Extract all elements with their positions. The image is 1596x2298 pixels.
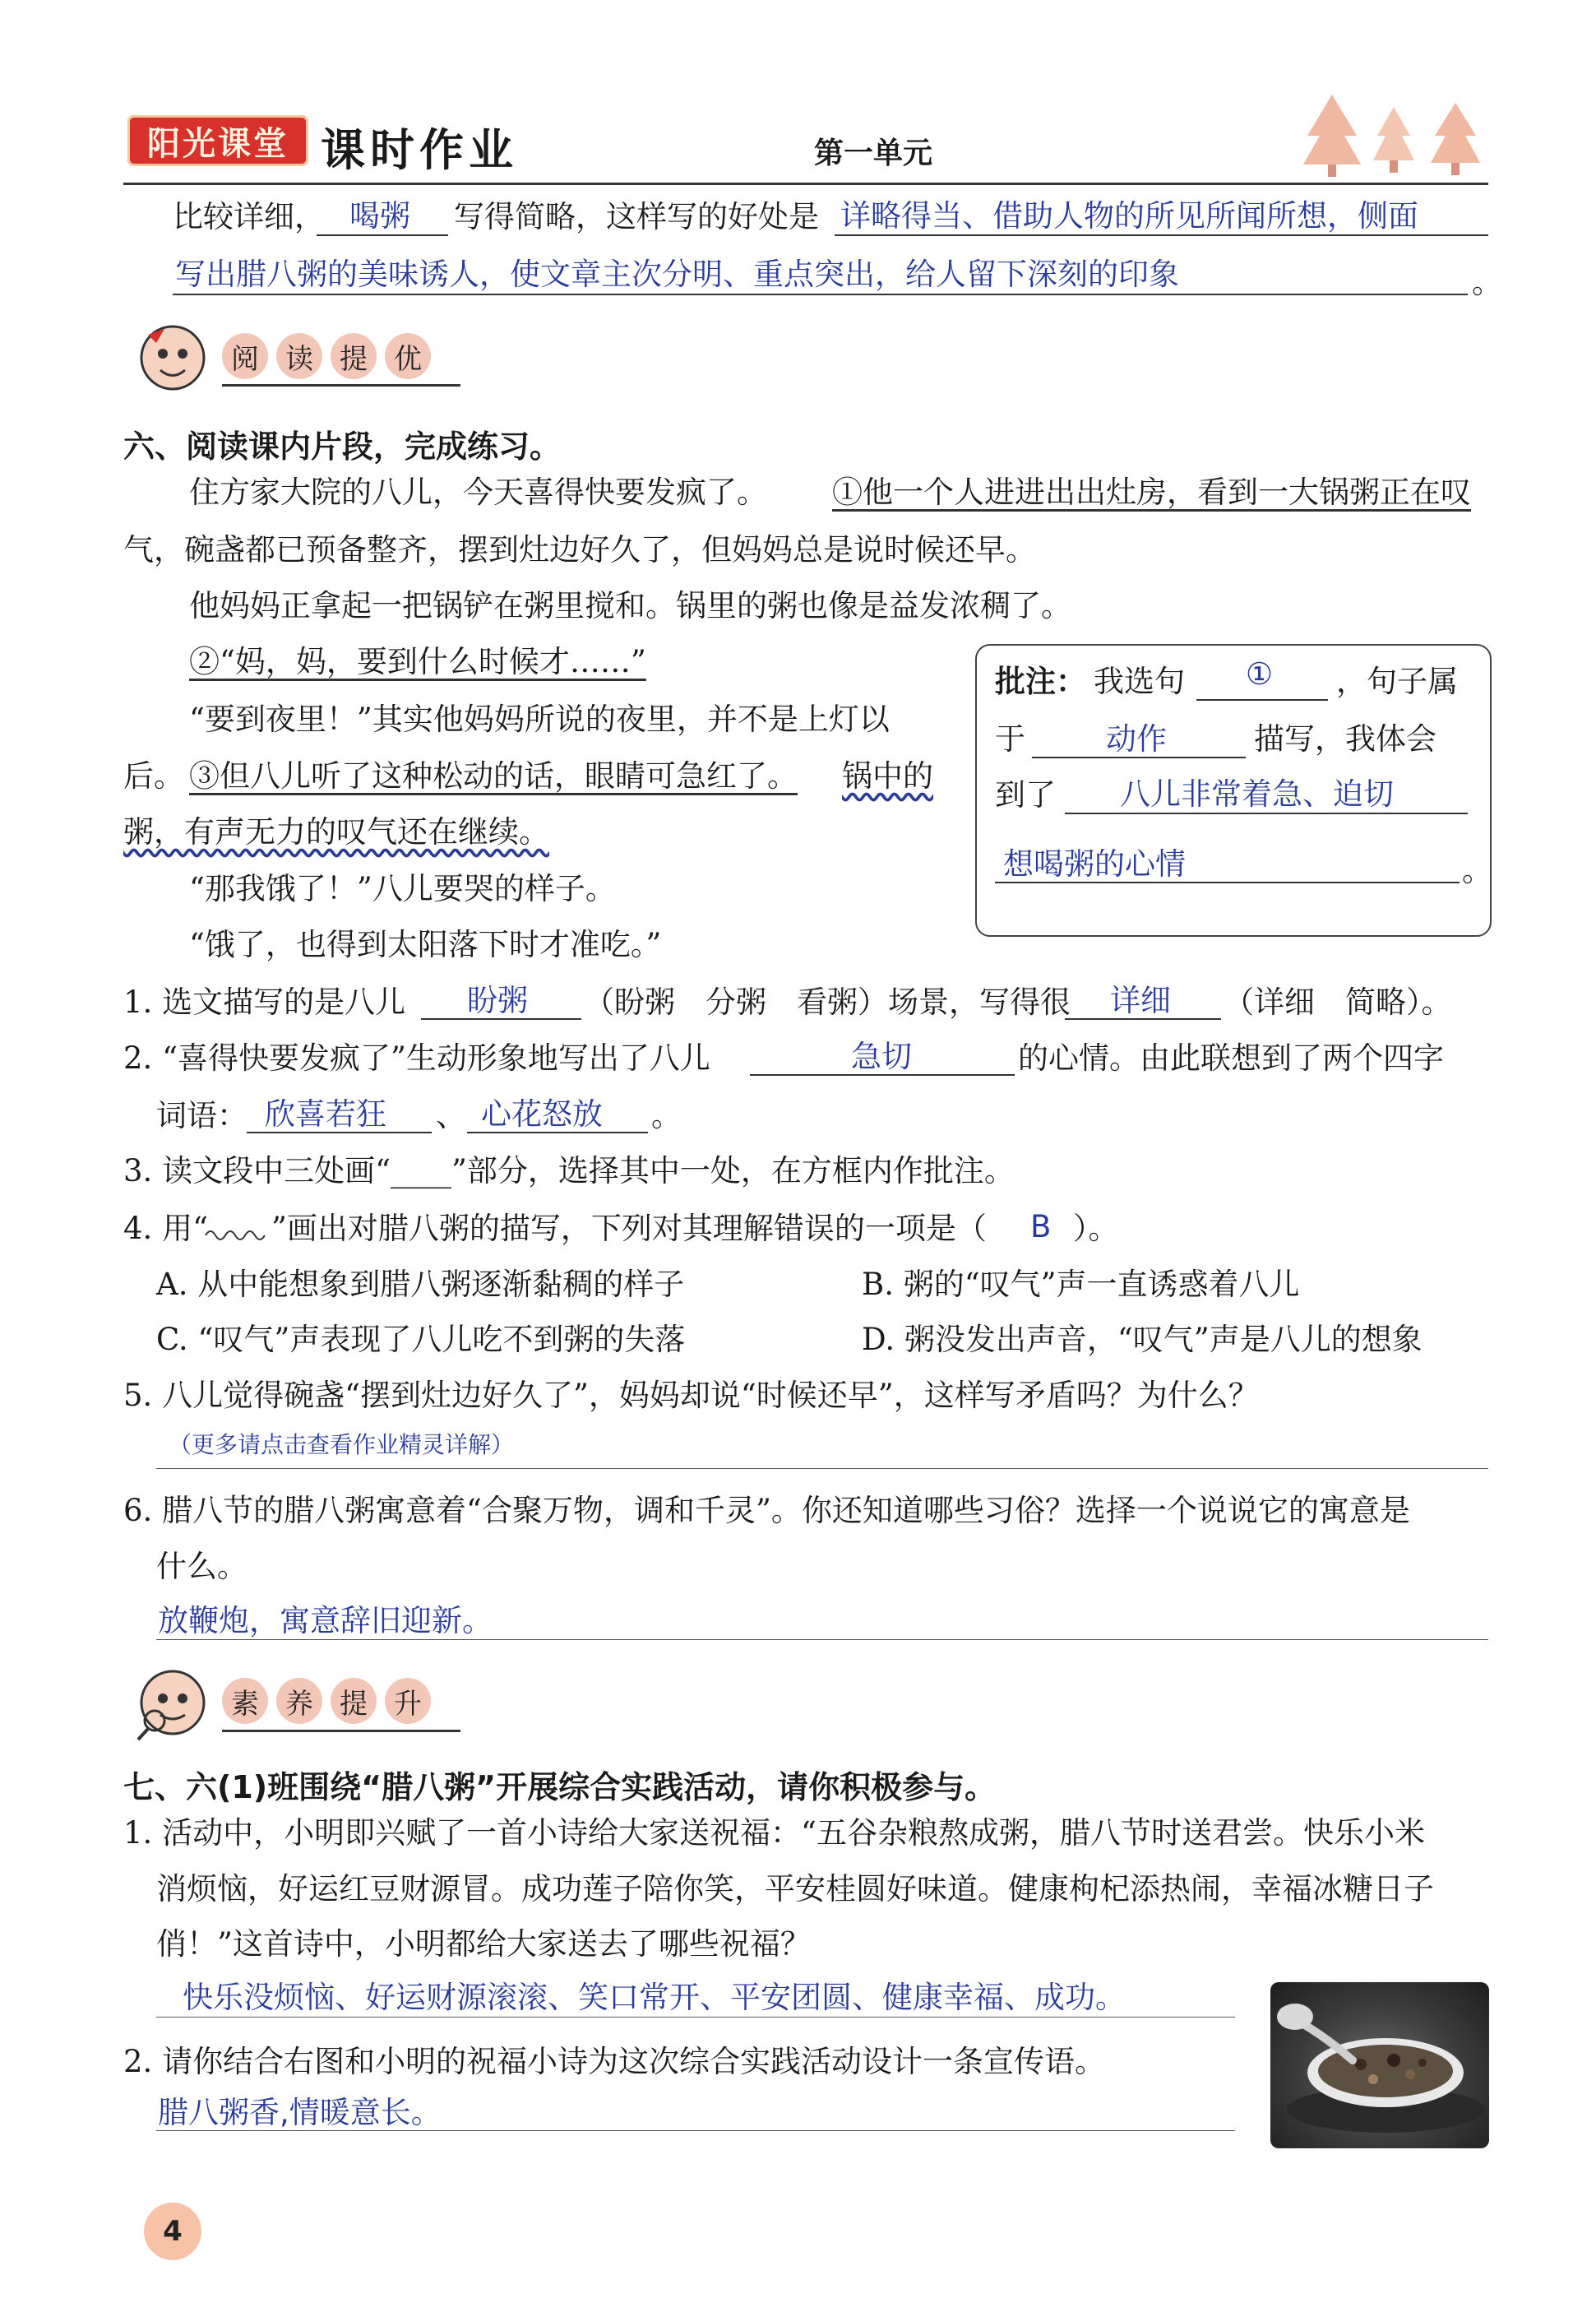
blank-line [835,234,1488,236]
q4-option-d: D. 粥没发出声音，“叹气”声是八儿的想象 [862,1322,1423,1357]
annotation-text: 我选句 [1094,664,1185,699]
answer-line [156,1639,1488,1640]
passage-underlined-2: ②“妈，妈，要到什么时候才……” [189,644,646,679]
q2-answer-idiom-1: 欣喜若狂 [265,1096,386,1132]
q2-text-c: 词语： [156,1098,247,1133]
annotation-period: 。 [1462,853,1492,888]
q7-s1-a: 1. 活动中，小明即兴赋了一首小诗给大家送祝福：“五谷杂粮熬成粥，腊八节时送君尝。快乐小米 [123,1815,1425,1851]
passage-p2: 他妈妈正拿起一把锅铲在粥里搅和。锅里的粥也像是益发浓稠了。 [189,588,1071,623]
q5-text: 5. 八儿觉得碗盏“摆到灶边好久了”，妈妈却说“时候还早”，这样写矛盾吗？为什么？ [123,1378,1259,1413]
q1-text-a: 1. 选文描写的是八儿 [123,985,406,1020]
q7-s2-answer: 腊八粥香,情暖意长。 [158,2095,442,2130]
q7-s2-text: 2. 请你结合右图和小明的祝福小诗为这次综合实践活动设计一条宣传语。 [123,2044,1106,2079]
section-chip: 升 [385,1678,431,1724]
annotation-answer-sentence: ① [1246,656,1274,692]
mascot-icon [132,317,214,399]
q6-text-b: 什么。 [156,1549,247,1584]
q7-s1-b: 消烦恼，好运红豆财源冒。成功莲子陪你笑，平安桂圆好味道。健康枸杞添热闹，幸福冰糖日子 [156,1871,1434,1907]
annotation-text: 于 [995,721,1025,757]
q2-text-b: 的心情。由此联想到了两个四字 [1018,1040,1444,1076]
annotation-text: 到了 [995,777,1056,813]
section-chip: 提 [331,1678,377,1724]
question-seven-title: 七、六(1)班围绕“腊八粥”开展综合实践活动，请你积极参与。 [123,1769,997,1805]
passage-wavy-b: 粥，有声无力的叹气还在继续。 [123,814,549,850]
blank-line [317,234,448,236]
q1-answer-detail: 详细 [1110,983,1171,1018]
question-six-title: 六、阅读课内片段，完成练习。 [123,429,562,465]
answer-line [156,2017,1235,2018]
passage-p6: “饿了，也得到太阳落下时才准吃。” [189,927,662,962]
q6-answer: 放鞭炮，寓意辞旧迎新。 [158,1603,493,1638]
intro-text-b: 写得简略，这样写的好处是 [454,199,819,234]
blank-line [173,294,1468,295]
page-title: 课时作业 [321,124,518,176]
blank-line [1032,757,1246,758]
passage-p4b1: 后。 [123,758,184,794]
q7-s1-answer: 快乐没烦恼、好运财源滚滚、笑口常开、平安团圆、健康幸福、成功。 [183,1980,1126,2015]
answer-benefit-1: 详略得当、借助人物的所见所闻所想，侧面 [840,198,1418,234]
q4-option-a: A. 从中能想象到腊八粥逐渐黏稠的样子 [156,1267,685,1302]
answer-line [156,1468,1488,1469]
section-chip: 阅 [222,333,268,379]
q4-text-b: ”画出对腊八粥的描写，下列对其理解错误的一项是（ [271,1211,987,1246]
passage-underlined-3: ③但八儿听了这种松动的话，眼睛可急红了。 [189,758,798,794]
mascot-magnifier-icon [132,1661,214,1744]
section-chip: 素 [222,1678,268,1724]
q3-text: 3. 读文段中三处画“____”部分，选择其中一处，在方框内作批注。 [123,1153,1015,1188]
brand-badge: 阳光课堂 [127,115,308,166]
q6-text-a: 6. 腊八节的腊八粥寓意着“合聚万物，调和千灵”。你还知道哪些习俗？选择一个说说它的寓意是 [123,1493,1410,1528]
section-read-title [222,333,431,379]
section-literacy-title [222,1678,431,1724]
q2-separator: 、 [436,1098,466,1133]
section-rule [222,1730,460,1732]
passage-p1c: 气，碗盏都已预备整齐，摆到灶边好久了，但妈妈总是说时候还早。 [123,532,1036,568]
blank-line [467,1132,648,1133]
blank-line [1196,699,1328,701]
q4-option-c: C. “叹气”声表现了八儿吃不到粥的失落 [156,1322,686,1357]
answer-benefit-2: 写出腊八粥的美味诱人，使文章主次分明、重点突出，给人留下深刻的印象 [175,257,1179,292]
annotation-text: ，句子属 [1336,664,1458,699]
annotation-answer-feel-2: 想喝粥的心情 [1003,846,1186,882]
q1-text-c: （详细 简略）。 [1224,985,1452,1020]
q1-text-b: （盼粥 分粥 看粥）场景，写得很 [584,985,1071,1020]
wavy-line-icon [204,1224,270,1244]
q4-answer: B [1030,1209,1052,1244]
blank-line [995,882,1460,883]
q2-text-a: 2. “喜得快要发疯了”生动形象地写出了八儿 [123,1040,710,1076]
passage-p4a: “要到夜里！”其实他妈妈所说的夜里，并不是上灯以 [189,702,890,737]
section-chip: 读 [276,333,322,379]
passage-wavy-a: 锅中的 [842,758,933,794]
answer-blank-1: 喝粥 [349,198,410,234]
answer-line [156,2130,1235,2131]
header-rule [123,183,1488,185]
annotation-answer-type: 动作 [1106,721,1167,757]
annotation-label: 批注： [995,664,1086,699]
laba-porridge-photo [1270,1982,1489,2148]
passage-p1a: 住方家大院的八儿，今天喜得快要发疯了。 [189,475,767,510]
annotation-text: 描写，我体会 [1254,721,1436,757]
blank-line [750,1074,1015,1076]
section-rule [222,384,460,387]
q2-answer-mood: 急切 [851,1039,912,1074]
q4-text-a: 4. 用“ [123,1211,208,1246]
q2-answer-idiom-2: 心花怒放 [481,1096,603,1132]
q4-text-c: ）。 [1073,1211,1119,1246]
tree-decoration-icon [1299,90,1488,181]
q5-hint-link[interactable]: （更多请点击查看作业精灵详解） [169,1431,515,1458]
section-chip: 优 [385,333,431,379]
q2-period: 。 [651,1098,682,1133]
q1-answer-scene: 盼粥 [467,983,528,1018]
section-chip: 提 [331,333,377,379]
intro-period: 。 [1472,265,1502,300]
q4-option-b: B. 粥的“叹气”声一直诱惑着八儿 [862,1267,1300,1302]
passage-p5: “那我饿了！”八儿要哭的样子。 [189,871,616,906]
blank-line [421,1018,581,1020]
blank-line [1065,813,1468,814]
q7-s1-c: 俏！”这首诗中，小明都给大家送去了哪些祝福？ [156,1926,811,1962]
page-number: 4 [144,2203,201,2260]
intro-text-a: 比较详细， [173,199,325,234]
passage-underlined-1: ①他一个人进进出出灶房，看到一大锅粥正在叹 [832,475,1471,510]
unit-label: 第一单元 [814,137,933,170]
section-chip: 养 [276,1678,322,1724]
annotation-answer-feel-1: 八儿非常着急、迫切 [1120,776,1394,812]
blank-line [1065,1018,1221,1020]
blank-line [247,1132,432,1133]
